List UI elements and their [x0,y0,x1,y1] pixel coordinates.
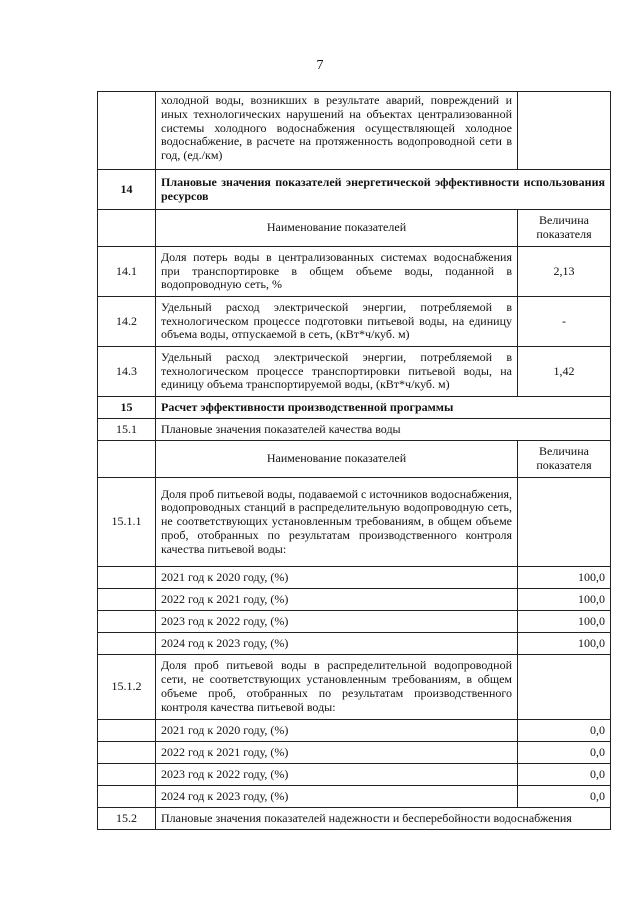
header-value: Величина показателя [518,210,611,247]
subsection-title: Плановые значения показателей надежности и бесперебойности водоснабжения [156,808,611,830]
section-title-text: Плановые значения показателей энергетической эффективности использования ресурсов [161,174,605,203]
year-value: 0,0 [518,720,611,742]
row-text: Доля потерь воды в централизованных системах водоснабжения при транспортировке в общем объеме воды, поданной в водопроводную сеть, % [156,247,518,297]
section-title: Расчет эффективности производственной программы [156,397,611,419]
year-row [98,742,611,764]
section-header-row [98,170,611,210]
section-number: 15 [98,397,156,419]
year-label: 2024 год к 2023 году, (%) [156,633,518,655]
row-value: - [518,297,611,347]
row-text: Удельный расход электрической энергии, потребляемой в технологическом процессе подготовки питьевой воды, на единицу объема воды, отпускаемой в сеть, (кВт*ч/куб. м) [156,297,518,347]
row-number [98,786,156,808]
group-text: Доля проб питьевой воды в распределительной водопроводной сети, не соответствующих установленным требованиям, в общем объеме проб, отобранных по результатам производственного контроля качества питьевой воды: [156,655,518,720]
header-empty-cell [98,210,156,247]
section-number: 14 [98,170,156,210]
indicators-table [97,91,611,830]
row-text: холодной воды, возникших в результате аварий, повреждений и иных технологических нарушений на объектах централизованной системы холодного водоснабжения осуществляющей холодное водоснабжение, в расчете на протяженность водопроводной сети в год, (ед./км) [156,92,518,170]
row-number [98,633,156,655]
group-text: Доля проб питьевой воды, подаваемой с источников водоснабжения, водопроводных станций в распределительную водопроводную сеть, не соответствующих установленным требованиям, в общем объеме проб, отобранных по результатам производственного контроля качества питьевой воды: [156,478,518,567]
row-value: 2,13 [518,247,611,297]
section-title [156,170,611,210]
row-number [98,720,156,742]
group-row [98,478,611,567]
year-label: 2022 год к 2021 году, (%) [156,742,518,764]
subsection-number: 15.1 [98,419,156,441]
year-row [98,589,611,611]
year-label: 2023 год к 2022 году, (%) [156,611,518,633]
header-name: Наименование показателей [156,210,518,247]
header-empty-cell [98,441,156,478]
row-number: 14.2 [98,297,156,347]
subsection-number: 15.2 [98,808,156,830]
year-value: 0,0 [518,764,611,786]
subsection-row [98,419,611,441]
year-value: 0,0 [518,742,611,764]
table-row [98,247,611,297]
table-row [98,92,611,170]
header-name: Наименование показателей [156,441,518,478]
year-value: 100,0 [518,611,611,633]
group-value [518,478,611,567]
row-number: 14.1 [98,247,156,297]
table-row [98,297,611,347]
row-number [98,764,156,786]
year-label: 2022 год к 2021 году, (%) [156,589,518,611]
table-row [98,347,611,397]
row-number [98,742,156,764]
year-value: 0,0 [518,786,611,808]
group-value [518,655,611,720]
row-number [98,567,156,589]
year-label: 2021 год к 2020 году, (%) [156,567,518,589]
year-row [98,764,611,786]
page-number: 7 [316,58,324,73]
year-value: 100,0 [518,589,611,611]
year-value: 100,0 [518,567,611,589]
group-row [98,655,611,720]
row-text: Удельный расход электрической энергии, потребляемой в технологическом процессе транспортировки питьевой воды, на единицу объема транспортируемой воды, (кВт*ч/куб. м) [156,347,518,397]
row-number [98,589,156,611]
section-header-row [98,397,611,419]
row-number: 14.3 [98,347,156,397]
year-row [98,611,611,633]
subsection-title: Плановые значения показателей качества воды [156,419,611,441]
year-label: 2023 год к 2022 году, (%) [156,764,518,786]
year-label: 2024 год к 2023 году, (%) [156,786,518,808]
row-number [98,611,156,633]
row-number [98,92,156,170]
year-row [98,567,611,589]
group-number: 15.1.1 [98,478,156,567]
column-header-row [98,441,611,478]
year-label: 2021 год к 2020 году, (%) [156,720,518,742]
year-value: 100,0 [518,633,611,655]
year-row [98,633,611,655]
row-value [518,92,611,170]
header-value: Величина показателя [518,441,611,478]
subsection-row [98,808,611,830]
year-row [98,786,611,808]
group-number: 15.1.2 [98,655,156,720]
row-value: 1,42 [518,347,611,397]
year-row [98,720,611,742]
column-header-row [98,210,611,247]
